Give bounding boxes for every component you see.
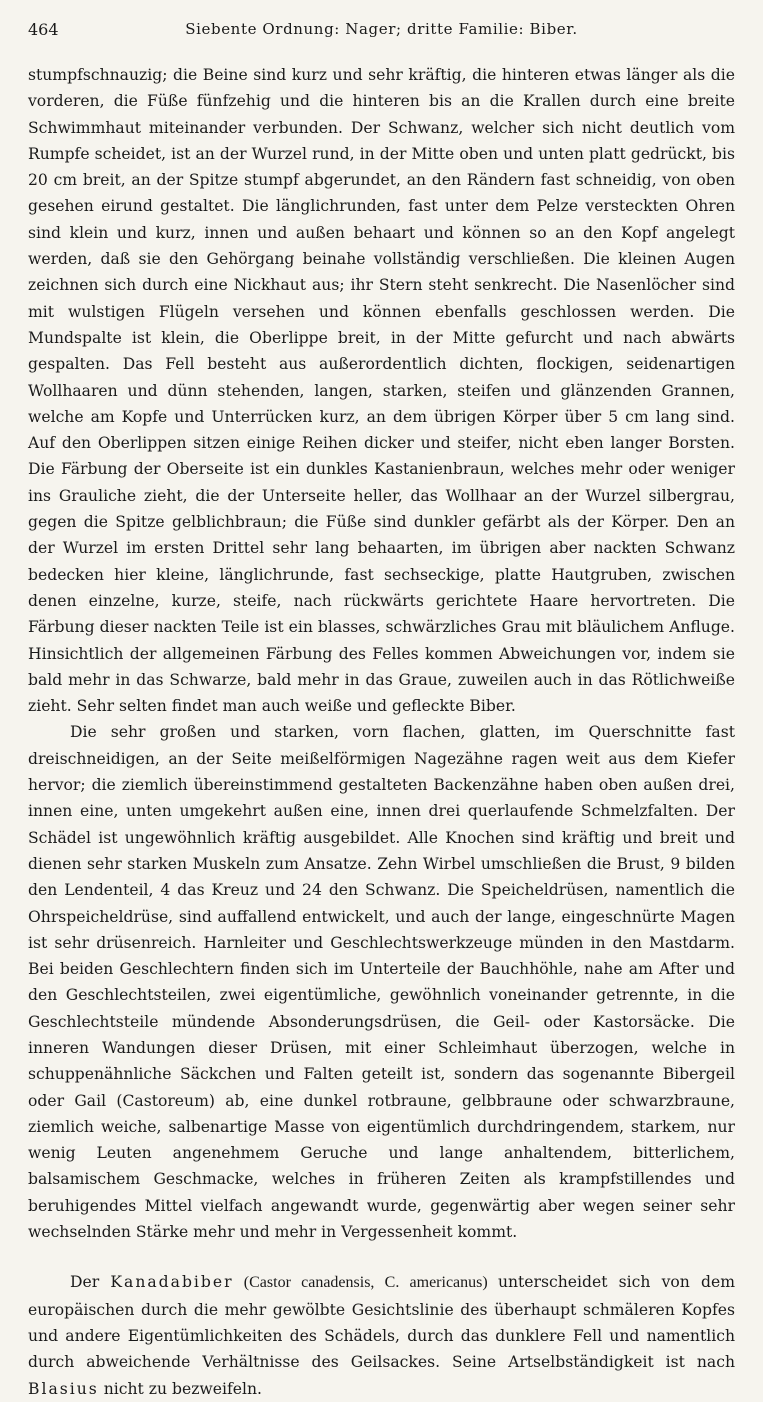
paragraph: stumpfschnauzig; die Beine sind kurz und sehr kräftig, die hinteren etwas länger als die vorderen, die Füße fünfzehig und die hinteren bis an die Krallen durch eine breite Schwimmhaut miteinander verbunden. Der Schwanz, welcher sich nicht deutlich vom Rumpfe scheidet, ist an der Wurzel rund, in der Mitte oben und unten platt gedrückt, bis 20 cm breit, an der Spitze stumpf abgerundet, an den Rändern fast schneidig, von oben gesehen eirund gestaltet. Die länglichrunden, fast unter dem Pelze versteckten Ohren sind klein und kurz, innen und außen behaart und können so an den Kopf angelegt werden, daß sie den Gehörgang beinahe vollständig verschließen. Die kleinen Augen zeichnen sich durch eine Nickhaut aus; ihr Stern steht senkrecht. Die Nasenlöcher sind mit wulstigen Flügeln versehen und können ebenfalls geschlossen werden. Die Mundspalte ist klein, die Oberlippe breit, in der Mitte gefurcht und nach abwärts gespalten. Das Fell besteht aus außerordentlich dichten, flockigen, seidenartigen Wollhaaren und dünn stehenden, langen, starken, steifen und glänzenden Grannen, welche am Kopfe und Unterrücken kurz, an dem übrigen Körper über 5 cm lang sind. Auf den Oberlippen sitzen einige Reihen dicker und steifer, nicht eben langer Borsten. Die Färbung der Oberseite ist ein dunkles Kastanienbraun, welches mehr oder weniger ins Grauliche zieht, die der Unterseite heller, das Wollhaar an der Wurzel silbergrau, gegen die Spitze gelblichbraun; die Füße sind dunkler gefärbt als der Körper. Den an der Wurzel im ersten Drittel sehr lang behaarten, im übrigen aber nackten Schwanz bedecken hier kleine, länglichrunde, fast sechseckige, platte Hautgruben, zwischen denen einzelne, kurze, steife, nach rückwärts gerichtete Haare hervortreten. Die Färbung dieser nackten Teile ist ein blasses, schwärzliches Grau mit bläulichem Anfluge. Hinsichtlich der allgemeinen Färbung des Felles kommen Abweichungen vor, indem sie bald mehr in das Schwarze, bald mehr in das Graue, zuweilen auch in das Rötlichweiße zieht. Sehr selten findet man auch weiße und gefleckte Biber. — [28, 66, 735, 716]
page-body — [28, 62, 735, 1402]
text-middle: unterscheidet sich von dem europäischen durch die mehr gewölbte Gesichtslinie des überhaupt schmäleren Kopfes und andere Eigentümlichkeiten des Schädels, durch das dunklere Fell und namentlich durch abweichende Verhältnisse des Geilsackes. Seine Artselbständigkeit ist nach — [28, 1273, 735, 1372]
author-name: Blasius — [28, 1379, 99, 1398]
paragraph: Die sehr großen und starken, vorn flachen, glatten, im Querschnitte fast dreischneidigen, an der Seite meißelförmigen Nagezähne ragen weit aus dem Kiefer hervor; die ziemlich übereinstimmend gestalteten Backenzähne haben oben außen drei, innen eine, unten umgekehrt außen eine, innen drei querlaufende Schmelzfalten. Der Schädel ist ungewöhnlich kräftig ausgebildet. Alle Knochen sind kräftig und breit und dienen sehr starken Muskeln zum Ansatze. Zehn Wirbel umschließen die Brust, 9 bilden den Lendenteil, 4 das Kreuz und 24 den Schwanz. Die Speicheldrüsen, namentlich die Ohrspeicheldrüse, sind auffallend entwickelt, und auch der lange, eingeschnürte Magen ist sehr drüsenreich. Harnleiter und Geschlechtswerkzeuge münden in den Mastdarm. Bei beiden Geschlechtern finden sich im Unterteile der Bauchhöhle, nahe am After und den Geschlechtsteilen, zwei eigentümliche, gewöhnlich voneinander getrennte, in die Geschlechtsteile mündende Absonderungsdrüsen, die Geil- oder Kastorsäcke. Die inneren Wandungen dieser Drüsen, mit einer Schleimhaut überzogen, welche in schuppenähnliche Säckchen und Falten geteilt ist, sondern das sogenannte Bibergeil oder Gail (Castoreum) ab, eine dunkel rotbraune, gelbbraune oder schwarzbraune, ziemlich weiche, salbenartige Masse von eigentümlich durchdringendem, starkem, nur wenig Leuten angenehmem Geruche und lange anhaltendem, bitterlichem, balsamischem Geschmacke, welches in früheren Zeiten als krampfstillendes und beruhigendes Mittel vielfach angewandt wurde, gegenwärtig aber wegen seiner sehr wechselnden Stärke mehr und mehr in Vergessenheit kommt. — [28, 723, 735, 1242]
latin-name: (Castor canadensis, C. americanus) — [233, 1274, 498, 1292]
running-head: Siebente Ordnung: Nager; dritte Familie: Biber. — [185, 20, 578, 38]
species-term: Kanadabiber — [110, 1273, 234, 1292]
page-header — [28, 18, 735, 46]
paragraph-kanadabiber — [28, 1269, 735, 1401]
page-number: 464 — [28, 20, 59, 39]
text-lead: Der — [70, 1273, 111, 1292]
paragraph-gap — [28, 1245, 735, 1269]
text-tail: nicht zu bezweifeln. — [98, 1379, 262, 1398]
